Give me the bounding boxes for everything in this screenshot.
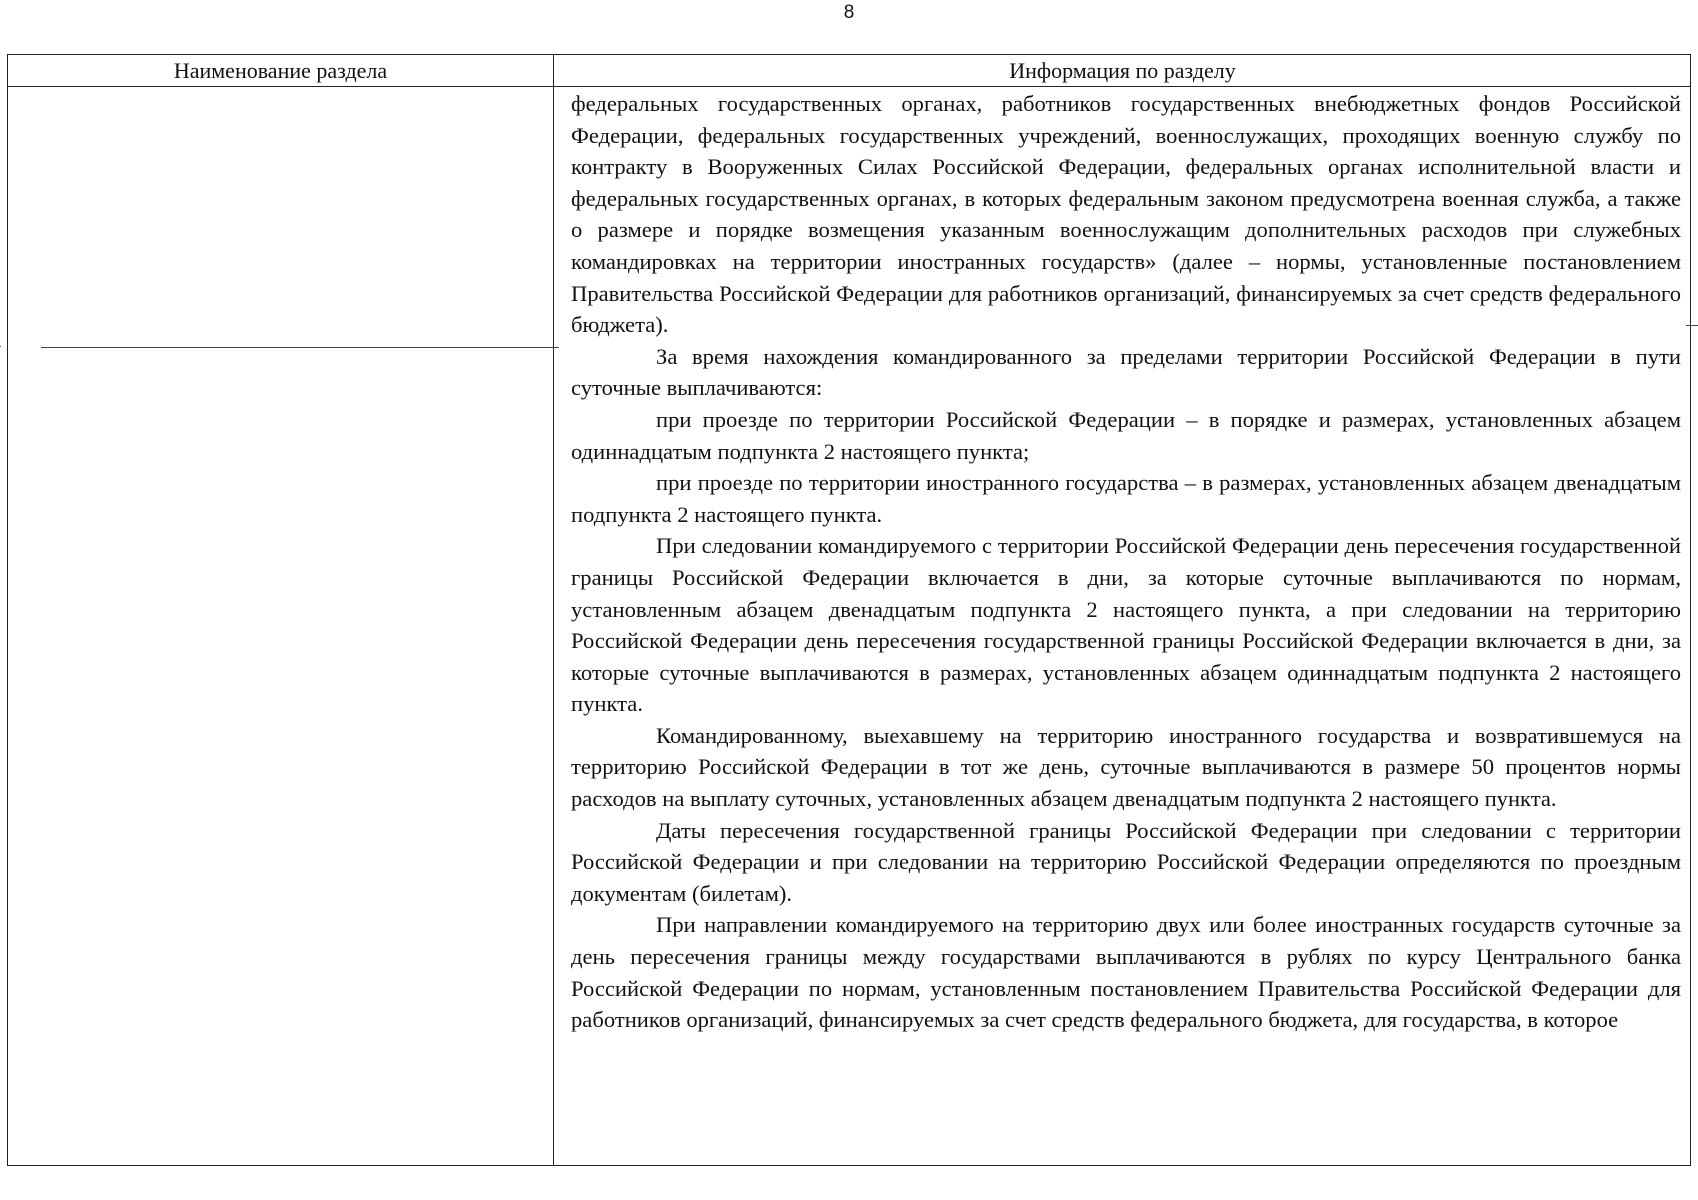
paragraph: при проезде по территории иностранного государства – в размерах, установленных абзацем двенадцатым подпункта 2 настоящего пункта. [571, 470, 1681, 527]
paragraph: При следовании командируемого с территории Российской Федерации день пересечения государственной границы Российской Федерации включается в дни, за которые суточные выплачиваются по нормам, установленным абзацем двенадцатым подпункта 2 настоящего пункта, а при следовании на территорию Российской Федерации день пересечения государственной границы Российской Федерации включается в дни, за которые суточные выплачиваются в размерах, установленных абзацем одиннадцатым подпункта 2 настоящего пункта. [571, 533, 1681, 717]
header-section-info: Информация по разделу [1009, 58, 1236, 83]
paragraph: Даты пересечения государственной границы Российской Федерации при следовании с территории Российской Федерации и при следовании на территорию Российской Федерации определяются по проездным документам (билетам). [571, 817, 1681, 906]
section-info-cell [571, 88, 1681, 1036]
column-divider [553, 55, 554, 1165]
paragraph: За время нахождения командированного за пределами территории Российской Федерации в пути суточные выплачиваются: [571, 343, 1681, 401]
paragraph: при проезде по территории Российской Федерации – в порядке и размерах, установленных абзацем одиннадцатым подпункта 2 настоящего пункта; [571, 406, 1681, 464]
table-header-row [8, 55, 1690, 87]
header-section-name: Наименование раздела [173, 58, 388, 83]
margin-mark [0, 346, 1, 347]
paragraph: федеральных государственных органах, работников государственных внебюджетных фондов Российской Федерации, федеральных государственных учреждений, военнослужащих, проходящих военную службу по контракту в Вооруженных Силах Российской Федерации, федеральных органах исполнительной власти и федеральных государственных органах, в которых федеральным законом предусмотрена военная служба, а также о размере и порядке возмещения указанным военнослужащим дополнительных расходов при служебных командировках на территории иностранных государств» (далее – нормы, установленные постановлением Правительства Российской Федерации для работников организаций, финансируемых за счет средств федерального бюджета). [571, 91, 1681, 338]
page-number: 8 [843, 2, 855, 23]
paragraph: Командированному, выехавшему на территорию иностранного государства и возвратившемуся на территорию Российской Федерации в тот же день, суточные выплачиваются в размере 50 процентов нормы расходов на выплату суточных, установленных абзацем двенадцатым подпункта 2 настоящего пункта. [571, 722, 1681, 812]
section-table [7, 54, 1691, 1166]
paragraph: При направлении командируемого на территорию двух или более иностранных государств суточные за день пересечения границы между государствами выплачиваются в рублях по курсу Центрального банка Российской Федерации по нормам, установленным постановлением Правительства Российской Федерации для работников организаций, финансируемых за счет средств федерального бюджета, для государства, в которое [571, 912, 1681, 1033]
left-cell-rule [41, 347, 559, 348]
